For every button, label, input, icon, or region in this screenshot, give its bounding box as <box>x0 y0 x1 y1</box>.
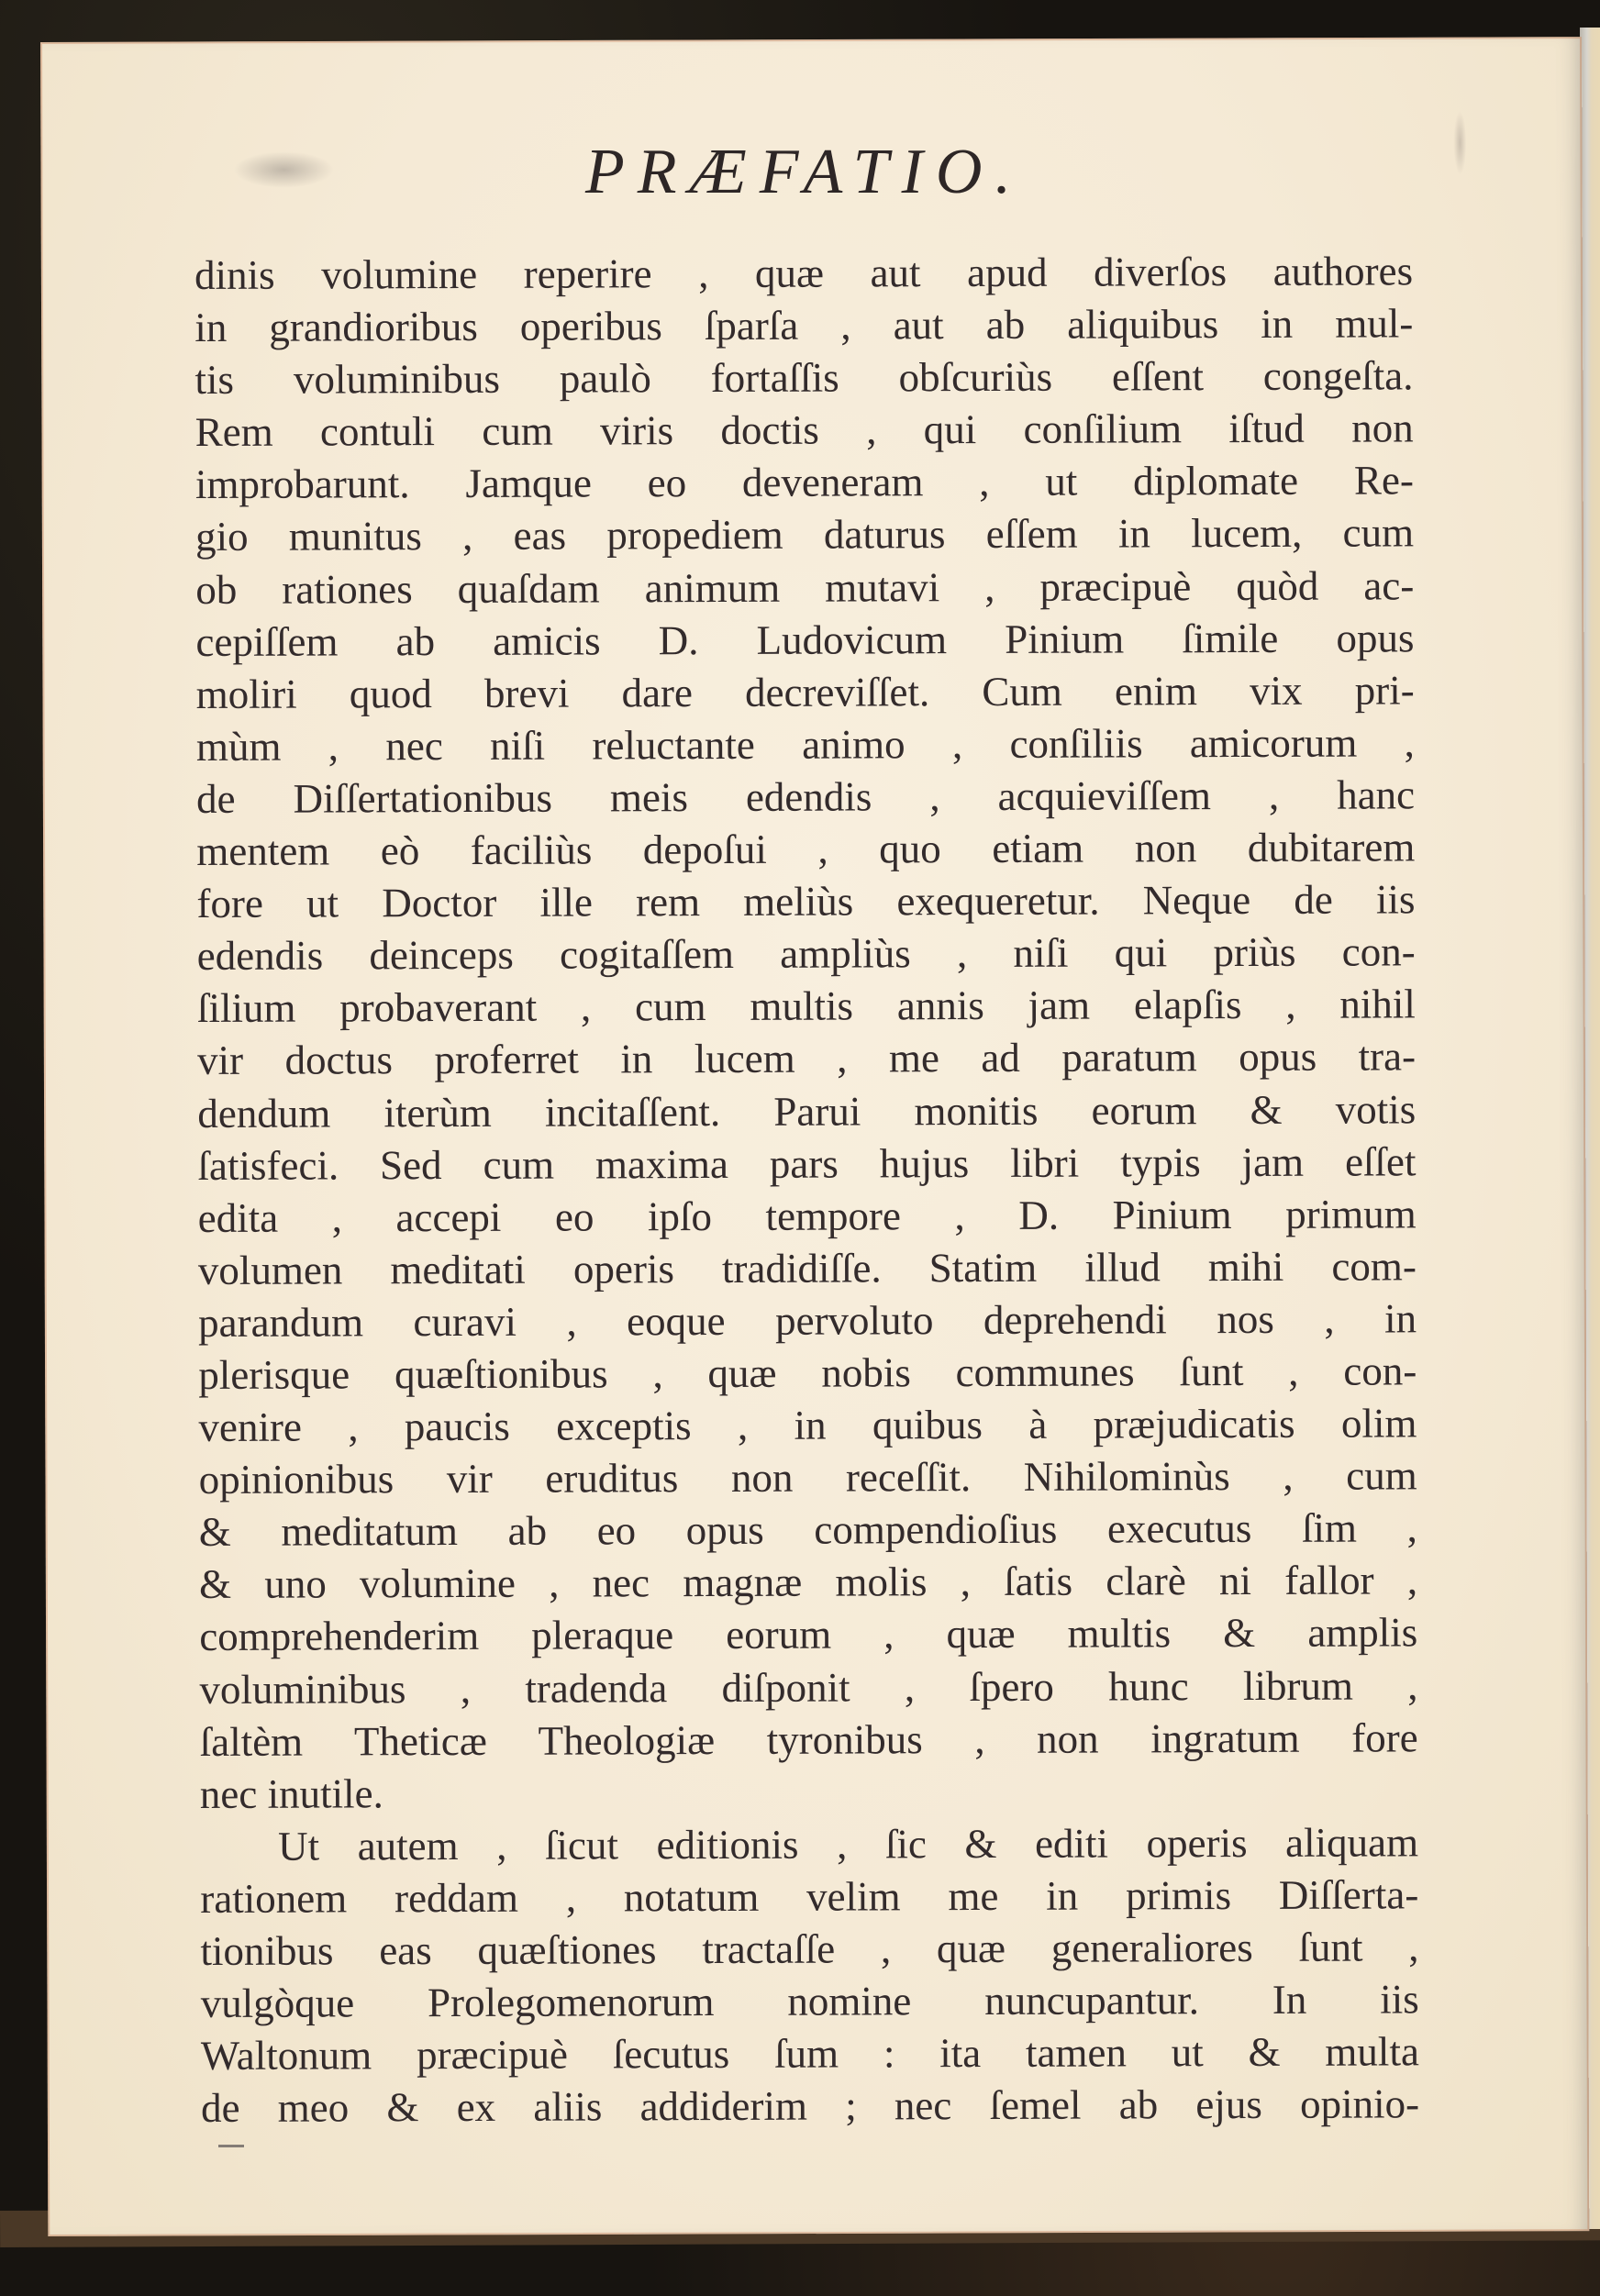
text-line: mùm , nec niſi reluctante animo , conſiliis amicorum , <box>195 719 1415 770</box>
text-line: parandum curavi , eoque pervoluto deprehendi nos , in <box>197 1295 1417 1346</box>
text-line: ſilium probaverant , cum multis annis jam elapſis , nihil <box>196 981 1416 1032</box>
text-line: in grandioribus operibus ſparſa , aut ab aliquibus in mul- <box>194 300 1414 351</box>
text-line: tis voluminibus paulò fortaſſis obſcuriùs eſſent congeſta. <box>194 352 1414 404</box>
text-line: de meo & ex aliis addiderim ; nec ſemel ab ejus opinio- <box>200 2080 1420 2132</box>
text-line: gio munitus , eas propediem daturus eſſem in lucem, cum <box>195 509 1415 560</box>
text-line: dinis volumine reperire , quæ aut apud diverſos authores <box>194 248 1414 298</box>
text-line: dendum iterùm incitaſſent. Parui monitis eorum & votis <box>197 1085 1417 1137</box>
text-line: plerisque quæſtionibus , quæ nobis communes ſunt , con- <box>198 1348 1417 1398</box>
text-line: de Diſſertationibus meis edendis , acquieviſſem , hanc <box>196 771 1416 822</box>
text-line: vir doctus proferret in lucem , me ad paratum opus tra- <box>196 1033 1417 1084</box>
printer-mark <box>218 2145 244 2147</box>
text-line: volumen meditati operis tradidiſſe. Statim illud mihi com- <box>197 1243 1417 1293</box>
text-line: edendis deinceps cogitaſſem ampliùs , niſi qui priùs con- <box>196 928 1416 980</box>
text-line: Rem contuli cum viris doctis , qui conſilium iſtud non <box>194 405 1414 456</box>
text-line: rationem reddam , notatum velim me in primis Diſſerta- <box>200 1871 1419 1922</box>
text-line: ſatisfeci. Sed cum maxima pars hujus libri typis jam eſſet <box>197 1137 1417 1189</box>
text-line-paragraph-end: nec inutile. <box>199 1770 383 1817</box>
text-line: mentem eò faciliùs depoſui , quo etiam non dubitarem <box>196 824 1416 875</box>
text-line: fore ut Doctor ille rem meliùs exequeretur. Neque de iis <box>196 876 1416 927</box>
text-line: voluminibus , tradenda diſponit , ſpero hunc librum , <box>199 1661 1418 1713</box>
text-line: ob rationes quaſdam animum mutavi , præcipuè quòd ac- <box>195 561 1415 613</box>
text-line: vulgòque Prolegomenorum nomine nuncupantur. In iis <box>200 1976 1419 2027</box>
text-line-paragraph-start: Ut autem , ſicut editionis , ſic & editi operis aliquam <box>277 1819 1419 1869</box>
running-title: PRÆFATIO. <box>585 137 1024 207</box>
body-text <box>194 245 1419 2135</box>
text-line: ſaltèm Theticæ Theologiæ tyronibus , non ingratum fore <box>199 1714 1418 1765</box>
text-line: & uno volumine , nec magnæ molis , ſatis clarè ni fallor , <box>198 1557 1418 1608</box>
text-line: Waltonum præcipuè ſecutus ſum : ita tamen ut & multa <box>200 2028 1419 2080</box>
text-line: opinionibus vir eruditus non receſſit. Nihilominùs , cum <box>198 1452 1417 1503</box>
text-line: tionibus eas quæſtiones tractaſſe , quæ generaliores ſunt , <box>200 1924 1419 1974</box>
text-line: moliri quod brevi dare decreviſſet. Cum enim vix pri- <box>195 667 1415 717</box>
text-line: edita , accepi eo ipſo tempore , D. Pinium primum <box>197 1191 1417 1241</box>
text-line: cepiſſem ab amicis D. Ludovicum Pinium ſimile opus <box>195 615 1415 665</box>
text-line: improbarunt. Jamque eo deveneram , ut diplomate Re- <box>194 457 1414 508</box>
text-line: comprehenderim pleraque eorum , quæ multis & amplis <box>199 1609 1418 1660</box>
text-line: & meditatum ab eo opus compendioſius executus ſim , <box>198 1504 1417 1556</box>
text-line: venire , paucis exceptis , in quibus à præjudicatis olim <box>198 1400 1417 1451</box>
